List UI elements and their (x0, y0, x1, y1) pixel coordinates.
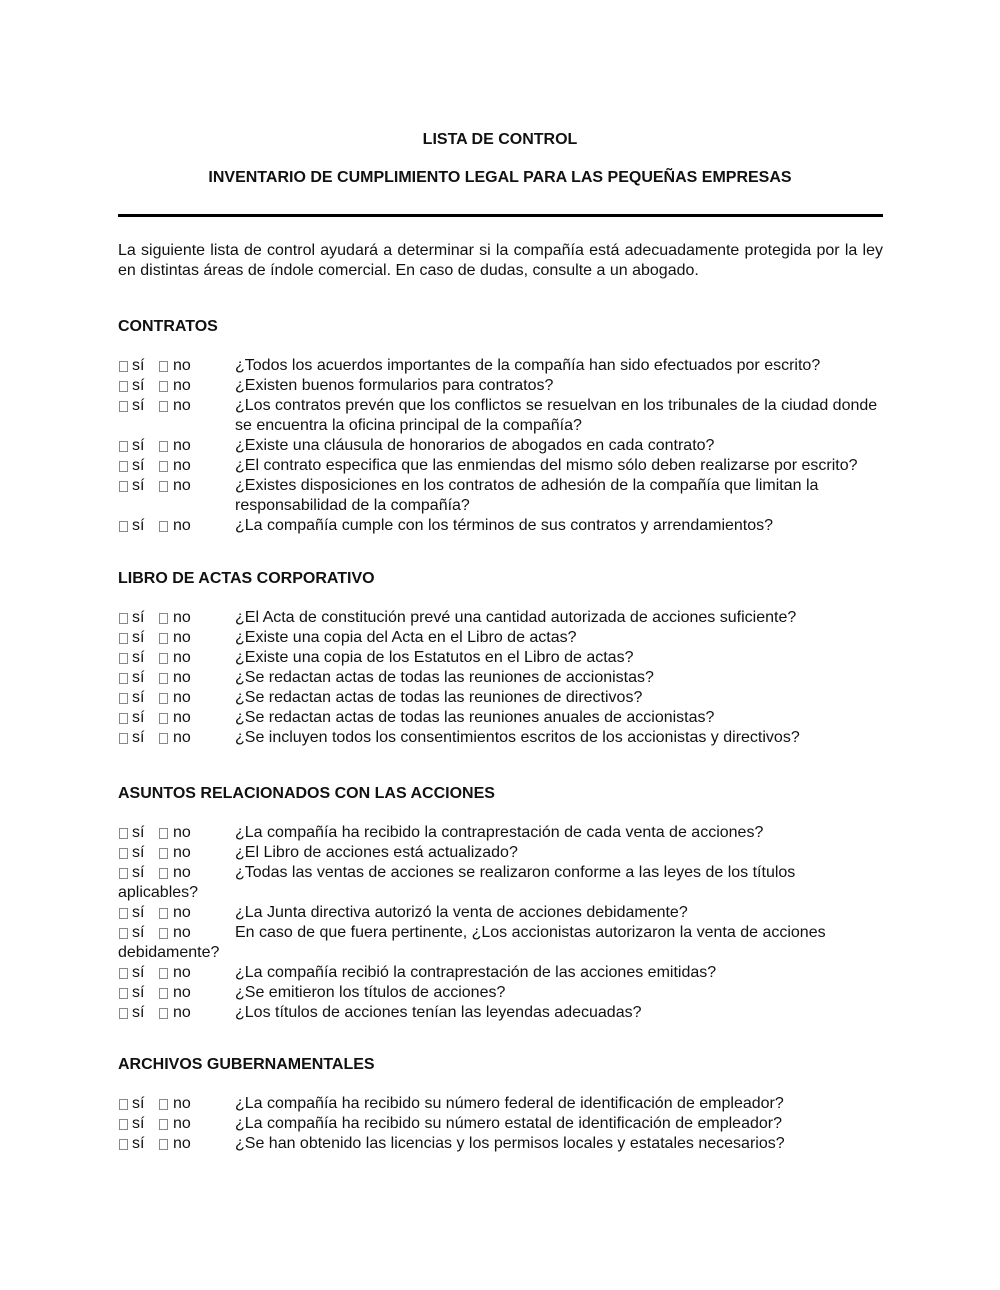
no-checkbox[interactable] (159, 673, 168, 684)
section (118, 1055, 883, 1154)
question-text: ¿Existe una copia del Acta en el Libro de actas? (235, 629, 577, 646)
no-checkbox[interactable] (159, 1139, 168, 1150)
no-label: no (173, 477, 191, 494)
question-text-continued: debidamente? (118, 944, 220, 961)
checklist-item (118, 648, 883, 668)
no-label: no (173, 609, 191, 626)
question-text: ¿Existe una cláusula de honorarios de abogados en cada contrato? (235, 437, 715, 454)
section-heading: ARCHIVOS GUBERNAMENTALES (118, 1056, 375, 1073)
question-text: ¿Existes disposiciones en los contratos de adhesión de la compañía que limitan la responsabilidad de la compañía? (235, 477, 819, 514)
no-label: no (173, 984, 191, 1001)
checklist-item (118, 983, 883, 1003)
yes-checkbox[interactable] (119, 828, 128, 839)
checklist-item (118, 903, 883, 923)
section-heading: CONTRATOS (118, 318, 218, 335)
yes-checkbox[interactable] (119, 713, 128, 724)
yes-checkbox[interactable] (119, 928, 128, 939)
no-label: no (173, 357, 191, 374)
yes-label: sí (132, 609, 145, 626)
checklist-item (118, 1134, 883, 1154)
section (118, 317, 883, 536)
no-label: no (173, 729, 191, 746)
yes-checkbox[interactable] (119, 1119, 128, 1130)
yes-checkbox[interactable] (119, 673, 128, 684)
no-label: no (173, 844, 191, 861)
yes-checkbox[interactable] (119, 633, 128, 644)
no-checkbox[interactable] (159, 828, 168, 839)
no-checkbox[interactable] (159, 713, 168, 724)
checklist-item (118, 1003, 883, 1023)
no-label: no (173, 964, 191, 981)
yes-label: sí (132, 864, 145, 881)
yes-checkbox[interactable] (119, 461, 128, 472)
no-checkbox[interactable] (159, 633, 168, 644)
yes-checkbox[interactable] (119, 401, 128, 412)
no-label: no (173, 1135, 191, 1152)
yes-checkbox[interactable] (119, 613, 128, 624)
question-text: ¿El contrato especifica que las enmiendas del mismo sólo deben realizarse por escrito? (235, 457, 858, 474)
checklist-item (118, 516, 883, 536)
question-text: ¿Se redactan actas de todas las reuniones de directivos? (235, 689, 643, 706)
checklist-item (118, 843, 883, 863)
yes-checkbox[interactable] (119, 361, 128, 372)
yes-checkbox[interactable] (119, 481, 128, 492)
section (118, 784, 883, 1023)
no-label: no (173, 397, 191, 414)
no-checkbox[interactable] (159, 868, 168, 879)
yes-label: sí (132, 1115, 145, 1132)
no-checkbox[interactable] (159, 908, 168, 919)
no-label: no (173, 649, 191, 666)
checklist-item (118, 1094, 883, 1114)
yes-checkbox[interactable] (119, 653, 128, 664)
yes-label: sí (132, 1004, 145, 1021)
no-checkbox[interactable] (159, 693, 168, 704)
no-checkbox[interactable] (159, 653, 168, 664)
yes-checkbox[interactable] (119, 693, 128, 704)
yes-checkbox[interactable] (119, 733, 128, 744)
document-title: LISTA DE CONTROL (422, 131, 578, 148)
question-text: ¿Se emitieron los títulos de acciones? (235, 984, 506, 1001)
checklist-item (118, 728, 883, 748)
checklist-item (118, 476, 883, 516)
no-label: no (173, 1095, 191, 1112)
yes-label: sí (132, 924, 145, 941)
checklist-item (118, 668, 883, 688)
no-label: no (173, 669, 191, 686)
no-checkbox[interactable] (159, 968, 168, 979)
question-text: ¿La compañía ha recibido la contraprestación de cada venta de acciones? (235, 824, 764, 841)
no-checkbox[interactable] (159, 733, 168, 744)
no-checkbox[interactable] (159, 928, 168, 939)
checklist-item (118, 356, 883, 376)
yes-label: sí (132, 1095, 145, 1112)
no-label: no (173, 924, 191, 941)
no-checkbox[interactable] (159, 1008, 168, 1019)
checklist (118, 1094, 883, 1154)
no-checkbox[interactable] (159, 1099, 168, 1110)
question-text: ¿Existe una copia de los Estatutos en el Libro de actas? (235, 649, 634, 666)
no-label: no (173, 824, 191, 841)
checklist (118, 356, 883, 536)
no-label: no (173, 904, 191, 921)
checklist-item (118, 963, 883, 983)
yes-label: sí (132, 964, 145, 981)
no-label: no (173, 709, 191, 726)
no-checkbox[interactable] (159, 401, 168, 412)
yes-label: sí (132, 477, 145, 494)
yes-label: sí (132, 669, 145, 686)
no-label: no (173, 517, 191, 534)
yes-checkbox[interactable] (119, 908, 128, 919)
question-text: ¿El Libro de acciones está actualizado? (235, 844, 518, 861)
no-label: no (173, 377, 191, 394)
checklist (118, 823, 883, 1023)
question-text: ¿La Junta directiva autorizó la venta de acciones debidamente? (235, 904, 688, 921)
question-text-continued: aplicables? (118, 884, 199, 901)
no-checkbox[interactable] (159, 848, 168, 859)
no-checkbox[interactable] (159, 461, 168, 472)
checklist-item (118, 823, 883, 843)
checklist-item (118, 708, 883, 728)
document-subtitle: INVENTARIO DE CUMPLIMIENTO LEGAL PARA LAS PEQUEÑAS EMPRESAS (208, 169, 792, 186)
no-checkbox[interactable] (159, 613, 168, 624)
no-checkbox[interactable] (159, 521, 168, 532)
question-text: ¿Todas las ventas de acciones se realizaron conforme a las leyes de los títulos (235, 864, 796, 881)
yes-label: sí (132, 1135, 145, 1152)
yes-label: sí (132, 437, 145, 454)
question-text: ¿Se incluyen todos los consentimientos escritos de los accionistas y directivos? (235, 729, 800, 746)
yes-checkbox[interactable] (119, 441, 128, 452)
checklist-item (118, 688, 883, 708)
no-label: no (173, 864, 191, 881)
no-checkbox[interactable] (159, 1119, 168, 1130)
no-checkbox[interactable] (159, 441, 168, 452)
section-heading: LIBRO DE ACTAS CORPORATIVO (118, 570, 375, 587)
question-text: ¿Se han obtenido las licencias y los permisos locales y estatales necesarios? (235, 1135, 785, 1152)
question-text: ¿La compañía ha recibido su número estatal de identificación de empleador? (235, 1115, 782, 1132)
yes-label: sí (132, 357, 145, 374)
no-label: no (173, 1004, 191, 1021)
checklist-item (118, 456, 883, 476)
no-label: no (173, 629, 191, 646)
yes-checkbox[interactable] (119, 1008, 128, 1019)
yes-checkbox[interactable] (119, 988, 128, 999)
yes-label: sí (132, 984, 145, 1001)
yes-checkbox[interactable] (119, 848, 128, 859)
question-text: ¿La compañía cumple con los términos de sus contratos y arrendamientos? (235, 517, 774, 534)
question-text: ¿Los contratos prevén que los conflictos se resuelvan en los tribunales de la ciudad donde se encuentra la oficina principal de la compañía? (235, 397, 878, 434)
checklist-item (118, 1114, 883, 1134)
yes-checkbox[interactable] (119, 1099, 128, 1110)
no-checkbox[interactable] (159, 481, 168, 492)
yes-checkbox[interactable] (119, 381, 128, 392)
no-label: no (173, 437, 191, 454)
checklist-item (118, 376, 883, 396)
checklist-item (118, 436, 883, 456)
question-text: ¿Se redactan actas de todas las reuniones de accionistas? (235, 669, 654, 686)
question-text: ¿Se redactan actas de todas las reuniones anuales de accionistas? (235, 709, 715, 726)
yes-checkbox[interactable] (119, 521, 128, 532)
checklist-item (118, 863, 883, 903)
yes-label: sí (132, 649, 145, 666)
yes-checkbox[interactable] (119, 868, 128, 879)
no-label: no (173, 689, 191, 706)
yes-label: sí (132, 629, 145, 646)
yes-label: sí (132, 689, 145, 706)
yes-checkbox[interactable] (119, 968, 128, 979)
no-label: no (173, 1115, 191, 1132)
intro-paragraph: La siguiente lista de control ayudará a determinar si la compañía está adecuadamente protegida por la ley en distintas áreas de índole comercial. En caso de dudas, consulte a un abogado. (118, 242, 883, 279)
yes-label: sí (132, 517, 145, 534)
checklist-item (118, 608, 883, 628)
yes-label: sí (132, 709, 145, 726)
no-checkbox[interactable] (159, 988, 168, 999)
question-text: ¿La compañía recibió la contraprestación de las acciones emitidas? (235, 964, 717, 981)
yes-label: sí (132, 904, 145, 921)
checklist (118, 608, 883, 748)
yes-label: sí (132, 397, 145, 414)
question-text: ¿La compañía ha recibido su número federal de identificación de empleador? (235, 1095, 784, 1112)
yes-label: sí (132, 377, 145, 394)
question-text: ¿Los títulos de acciones tenían las leyendas adecuadas? (235, 1004, 642, 1021)
question-text: ¿Existen buenos formularios para contratos? (235, 377, 554, 394)
checklist-item (118, 628, 883, 648)
yes-label: sí (132, 824, 145, 841)
yes-checkbox[interactable] (119, 1139, 128, 1150)
question-text: En caso de que fuera pertinente, ¿Los accionistas autorizaron la venta de acciones (235, 924, 826, 941)
question-text: ¿El Acta de constitución prevé una cantidad autorizada de acciones suficiente? (235, 609, 797, 626)
horizontal-rule (118, 214, 883, 217)
question-text: ¿Todos los acuerdos importantes de la compañía han sido efectuados por escrito? (235, 357, 821, 374)
checklist-item (118, 923, 883, 963)
no-label: no (173, 457, 191, 474)
yes-label: sí (132, 844, 145, 861)
no-checkbox[interactable] (159, 361, 168, 372)
section-heading: ASUNTOS RELACIONADOS CON LAS ACCIONES (118, 785, 495, 802)
yes-label: sí (132, 729, 145, 746)
yes-label: sí (132, 457, 145, 474)
section (118, 569, 883, 748)
checklist-item (118, 396, 883, 436)
no-checkbox[interactable] (159, 381, 168, 392)
